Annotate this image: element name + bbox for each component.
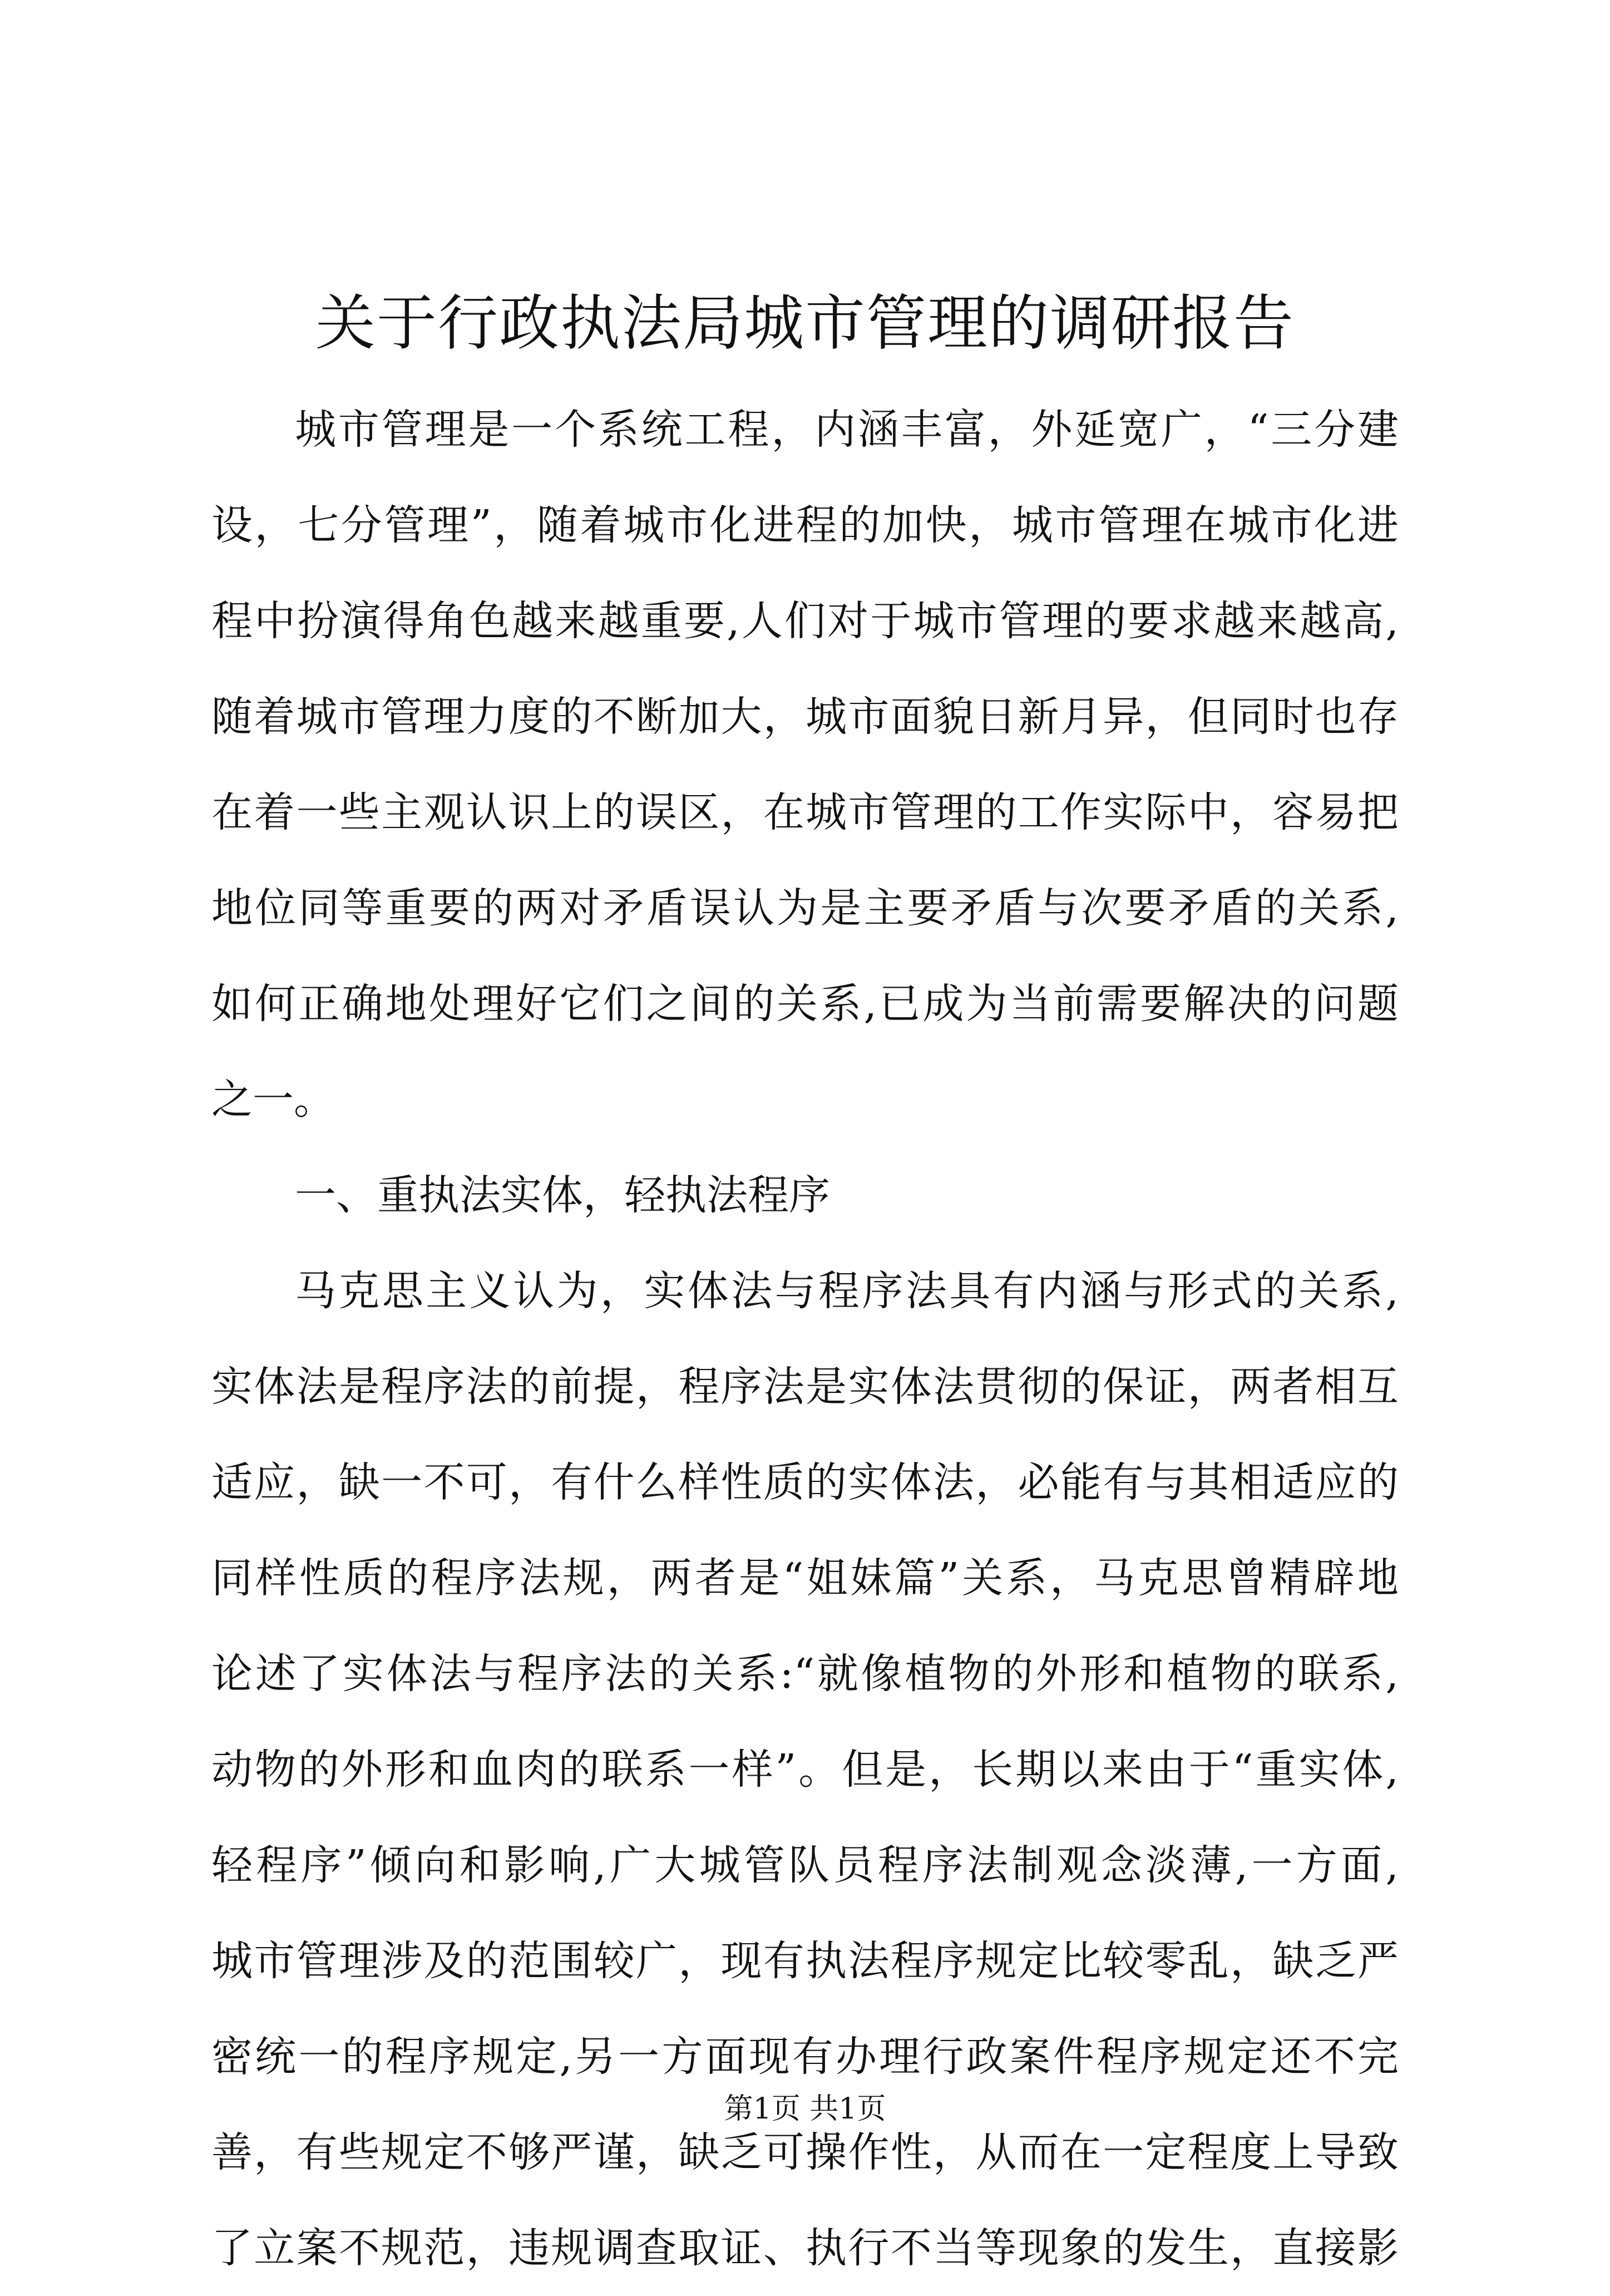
paragraph-line: 同样性质的程序法规，两者是“姐妹篇”关系，马克思曾精辟地 [211,1554,1399,1602]
paragraph-line: 程中扮演得角色越来越重要,人们对于城市管理的要求越来越高, [211,597,1399,645]
paragraph-line: 马克思主义认为，实体法与程序法具有内涵与形式的关系, [295,1267,1399,1315]
paragraph-line: 地位同等重要的两对矛盾误认为是主要矛盾与次要矛盾的关系, [211,884,1399,932]
paragraph-line: 轻程序”倾向和影响,广大城管队员程序法制观念淡薄,一方面, [211,1841,1399,1889]
paragraph-line: 动物的外形和血肉的联系一样”。但是，长期以来由于“重实体, [211,1746,1399,1794]
paragraph-line: 实体法是程序法的前提，程序法是实体法贯彻的保证，两者相互 [211,1363,1399,1411]
paragraph-line: 论述了实体法与程序法的关系:“就像植物的外形和植物的联系, [211,1650,1399,1698]
paragraph-line: 善，有些规定不够严谨，缺乏可操作性，从而在一定程度上导致 [211,2129,1399,2176]
paragraph-line: 适应，缺一不可，有什么样性质的实体法，必能有与其相适应的 [211,1459,1399,1506]
page-number-footer: 第1页 共1页 [724,2092,886,2126]
paragraph-line: 城市管理涉及的范围较广，现有执法程序规定比较零乱，缺乏严 [211,1937,1399,1985]
paragraph-line: 随着城市管理力度的不断加大，城市面貌日新月异，但同时也存 [211,693,1399,741]
paragraph-line: 设，七分管理”，随着城市化进程的加快，城市管理在城市化进 [211,501,1399,549]
paragraph-line: 城市管理是一个系统工程，内涵丰富，外延宽广，“三分建 [295,406,1399,454]
document-title: 关于行政执法局城市管理的调研报告 [315,289,1295,358]
document-body [211,382,1399,2296]
paragraph-line: 密统一的程序规定,另一方面现有办理行政案件程序规定还不完 [211,2033,1399,2081]
section-heading: 一、重执法实体，轻执法程序 [295,1171,830,1219]
paragraph-line: 如何正确地处理好它们之间的关系,已成为当前需要解决的问题 [211,980,1399,1028]
paragraph-line: 了立案不规范，违规调查取证、执行不当等现象的发生，直接影 [211,2224,1399,2272]
paragraph-line: 之一。 [211,1076,335,1124]
paragraph-line: 在着一些主观认识上的误区，在城市管理的工作实际中，容易把 [211,789,1399,836]
